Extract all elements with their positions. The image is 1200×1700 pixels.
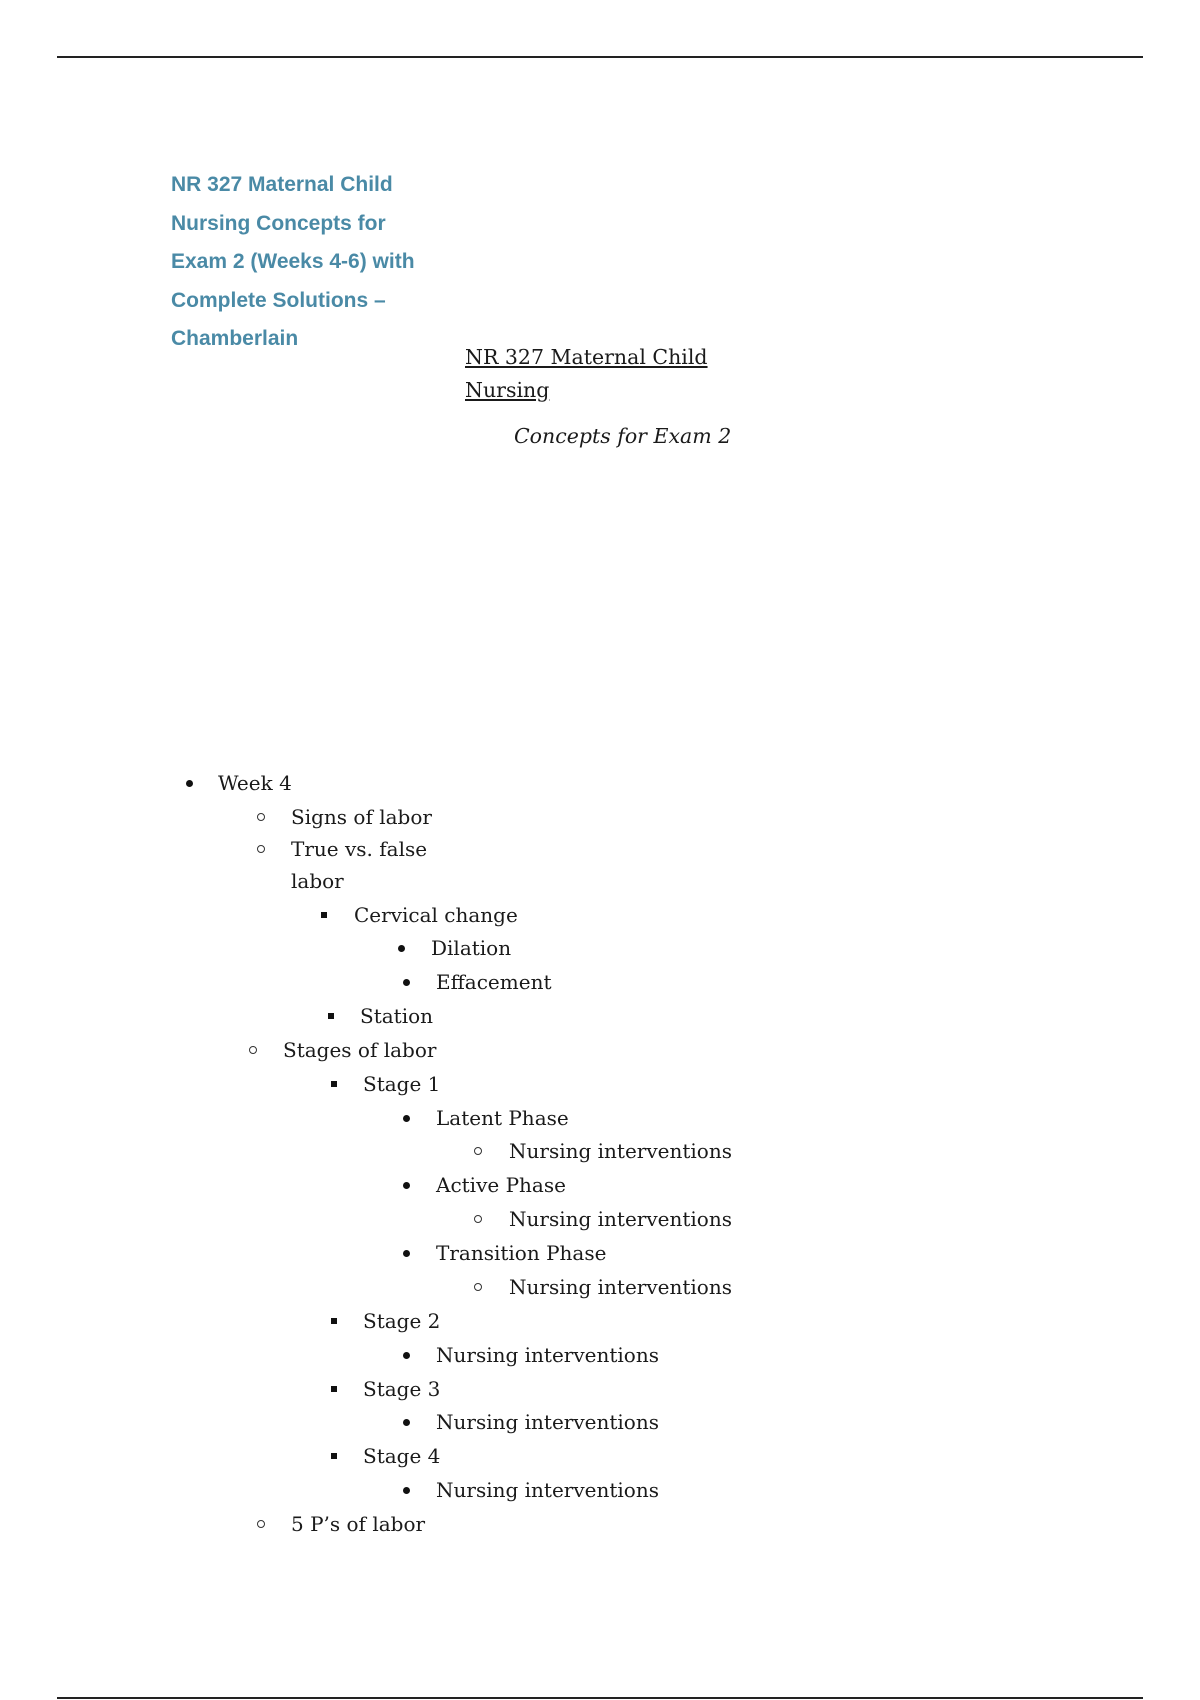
list-item-label: Stages of labor xyxy=(283,1038,437,1062)
list-item-label: Active Phase xyxy=(436,1173,566,1197)
disc-bullet-icon xyxy=(399,966,419,998)
list-item-label: Station xyxy=(360,1004,434,1028)
list-item-effacement xyxy=(399,966,552,998)
list-item-nursing-interventions xyxy=(399,1474,659,1506)
circle-bullet-icon xyxy=(255,1508,275,1540)
disc-bullet-icon xyxy=(399,1339,419,1371)
list-item-label: Transition Phase xyxy=(436,1241,607,1265)
list-item-label: True vs. false labor xyxy=(291,837,428,893)
subtitle-line: Nursing xyxy=(465,377,550,402)
list-item-nursing-interventions xyxy=(472,1203,732,1235)
header-rule xyxy=(57,56,1143,58)
list-item-stage-1 xyxy=(328,1068,440,1100)
subtitle-line: NR 327 Maternal Child xyxy=(465,345,708,369)
circle-bullet-icon xyxy=(472,1203,492,1235)
list-item-label: Stage 4 xyxy=(363,1444,441,1468)
circle-bullet-icon xyxy=(247,1034,267,1066)
list-item-label: Nursing interventions xyxy=(436,1478,659,1502)
list-item-label: Nursing interventions xyxy=(509,1275,732,1299)
list-item-label: Cervical change xyxy=(354,903,518,927)
list-item-nursing-interventions xyxy=(472,1271,732,1303)
square-bullet-icon xyxy=(325,1000,345,1032)
circle-bullet-icon xyxy=(255,801,275,833)
list-item-signs-of-labor xyxy=(255,801,432,833)
list-item-label: Signs of labor xyxy=(291,805,432,829)
disc-bullet-icon xyxy=(399,1406,419,1438)
list-item-transition-phase xyxy=(399,1237,606,1269)
list-item-week-4 xyxy=(182,767,292,799)
list-item-active-phase xyxy=(399,1169,566,1201)
list-item-latent-phase xyxy=(399,1102,569,1134)
list-item-label: Nursing interventions xyxy=(436,1343,659,1367)
title-line: NR 327 Maternal Child xyxy=(171,173,393,196)
list-item-label: Nursing interventions xyxy=(509,1207,732,1231)
disc-bullet-icon xyxy=(399,1102,419,1134)
title-line: Complete Solutions – xyxy=(171,288,386,312)
list-item-label: Nursing interventions xyxy=(509,1139,732,1163)
list-item-stage-2 xyxy=(328,1305,440,1337)
circle-bullet-icon xyxy=(255,833,275,865)
title-line: Nursing Concepts for xyxy=(171,211,386,235)
list-item-nursing-interventions xyxy=(399,1339,659,1371)
list-item-label: 5 P’s of labor xyxy=(291,1512,426,1536)
circle-bullet-icon xyxy=(472,1271,492,1303)
title-line: Exam 2 (Weeks 4-6) with xyxy=(171,250,415,273)
list-item-station xyxy=(325,1000,433,1032)
disc-bullet-icon xyxy=(394,932,414,964)
disc-bullet-icon xyxy=(399,1237,419,1269)
list-item-label: Dilation xyxy=(431,936,512,960)
list-item-stage-4 xyxy=(328,1440,440,1472)
list-item-cervical-change xyxy=(318,899,518,931)
square-bullet-icon xyxy=(328,1305,348,1337)
list-item-label: Stage 1 xyxy=(363,1072,441,1096)
disc-bullet-icon xyxy=(182,767,202,799)
list-item-five-ps-of-labor xyxy=(255,1508,425,1540)
disc-bullet-icon xyxy=(399,1169,419,1201)
list-item-nursing-interventions xyxy=(472,1135,732,1167)
list-item-stages-of-labor xyxy=(247,1034,436,1066)
document-title xyxy=(171,166,451,359)
title-line: Chamberlain xyxy=(171,327,299,350)
list-item-label: Latent Phase xyxy=(436,1106,569,1130)
list-item-label: Stage 3 xyxy=(363,1377,441,1401)
concepts-heading: Concepts for Exam 2 xyxy=(514,424,732,448)
list-item-stage-3 xyxy=(328,1373,440,1405)
list-item-label: Nursing interventions xyxy=(436,1410,659,1434)
square-bullet-icon xyxy=(328,1068,348,1100)
list-item-label: Week 4 xyxy=(218,771,292,795)
disc-bullet-icon xyxy=(399,1474,419,1506)
list-item-dilation xyxy=(394,932,511,964)
footer-rule xyxy=(57,1697,1143,1699)
circle-bullet-icon xyxy=(472,1135,492,1167)
list-item-label: Stage 2 xyxy=(363,1309,441,1333)
square-bullet-icon xyxy=(328,1440,348,1472)
square-bullet-icon xyxy=(328,1373,348,1405)
list-item-nursing-interventions xyxy=(399,1406,659,1438)
list-item-label: Effacement xyxy=(436,970,552,994)
course-subtitle xyxy=(465,341,708,406)
list-item-true-vs-false xyxy=(255,833,431,897)
square-bullet-icon xyxy=(318,899,338,931)
